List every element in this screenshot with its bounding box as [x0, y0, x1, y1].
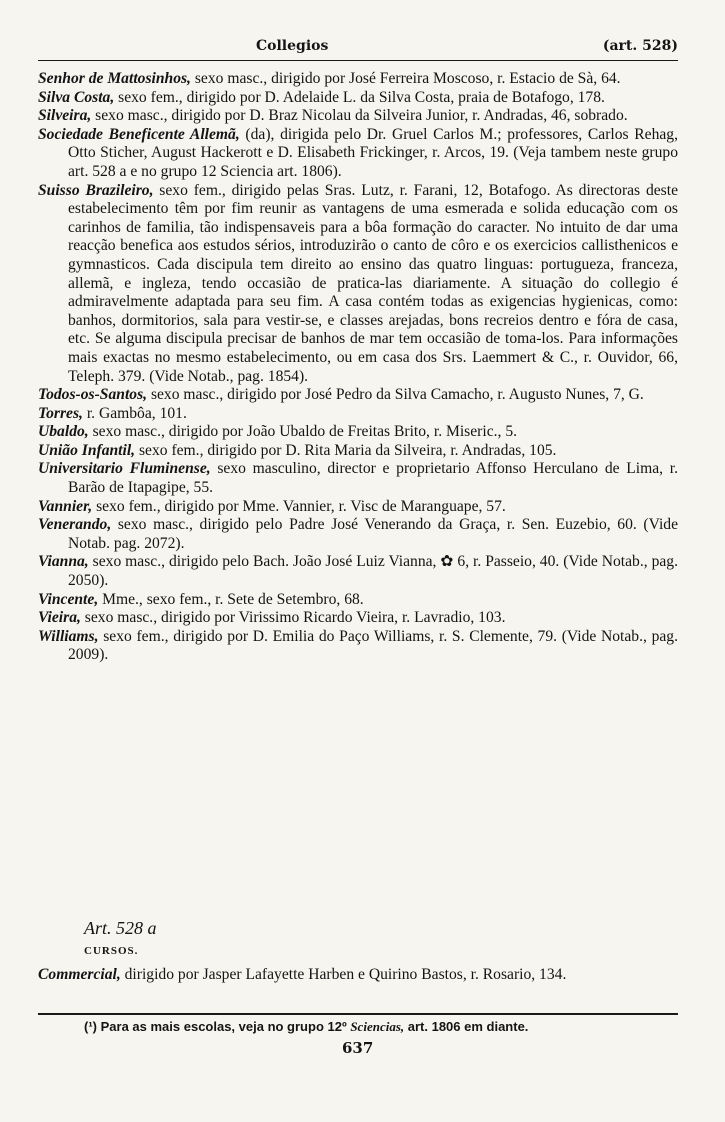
entry-text: dirigido por Jasper Lafayette Harben e Quirino Bastos, r. Rosario, 134.: [120, 966, 567, 983]
entry-text: sexo masc., dirigido pelo Bach. João José Luiz Vianna, ✿ 6, r. Passeio, 40. (Vide Notab., pag. 2050).: [68, 553, 678, 590]
entry-text: sexo masc., dirigido por José Ferreira Moscoso, r. Estacio de Sà, 64.: [190, 70, 621, 87]
list-item: [38, 405, 678, 424]
running-header: [38, 34, 678, 58]
entry-text: sexo fem., dirigido por D. Adelaide L. da Silva Costa, praia de Botafogo, 178.: [114, 88, 605, 106]
header-rule: [38, 60, 678, 61]
entry-text: sexo masc., dirigido pelo Padre José Venerando da Graça, r. Sen. Euzebio, 60. (Vide Notab. pag. 2072).: [68, 516, 678, 552]
list-item: [38, 107, 678, 126]
list-item: [38, 966, 708, 985]
list-item: [38, 386, 678, 405]
list-item: [38, 182, 678, 387]
entry-name: Silva Costa,: [38, 88, 115, 106]
entry-text: sexo masc., dirigido por D. Braz Nicolau da Silveira Junior, r. Andradas, 46, sobrado.: [91, 107, 628, 125]
list-item: [38, 553, 678, 590]
list-item: [38, 498, 678, 517]
entry-text: sexo masc., dirigido por João Ubaldo de Freitas Brito, r. Miseric., 5.: [88, 423, 518, 441]
entry-name: Senhor de Mattosinhos,: [38, 70, 191, 87]
entry-name: Silveira,: [38, 107, 92, 125]
article-heading: Art. 528 a: [84, 918, 157, 938]
entry-text: Mme., sexo fem., r. Sete de Setembro, 68.: [98, 590, 364, 608]
entry-list: [38, 70, 678, 665]
footnote-text-end: art. 1806 em diante.: [404, 1019, 529, 1034]
subsection-label: CURSOS.: [84, 945, 139, 957]
entry-text: sexo fem., dirigido por D. Rita Maria da Silveira, r. Andradas, 105.: [135, 441, 557, 459]
entry-name: Universitario Fluminense,: [38, 460, 211, 478]
entry-text: r. Gambôa, 101.: [82, 404, 187, 422]
list-item: [38, 460, 678, 497]
entry-name: Vieira,: [38, 609, 81, 627]
entry-name: Torres,: [38, 404, 83, 422]
entry-name: Commercial,: [38, 966, 121, 983]
list-item: [38, 442, 678, 461]
list-item: [38, 126, 678, 182]
list-item: [38, 628, 678, 665]
entry-text: sexo masculino, director e proprietario Affonso Herculano de Lima, r. Barão de Itapagipe, 55.: [68, 460, 678, 497]
entry-name: Todos-os-Santos,: [38, 386, 148, 404]
footnote-rule: [38, 1013, 678, 1015]
entry-text: sexo fem., dirigido por Mme. Vannier, r. Visc de Maranguape, 57.: [92, 497, 506, 515]
entry-name: Vincente,: [38, 590, 99, 608]
list-item: [38, 591, 678, 610]
section-title: Collegios: [256, 38, 329, 54]
entry-text: sexo masc., dirigido por Virissimo Ricardo Vieira, r. Lavradio, 103.: [80, 609, 506, 627]
list-item: [38, 423, 678, 442]
footnote-mark: (¹): [84, 1019, 97, 1034]
entry-text: (da), dirigida pelo Dr. Gruel Carlos M.; professores, Carlos Rehag, Otto Sticher, August Hackerott e D. Elisabeth Frickinger, r. Arcos, 19. (Veja tambem neste grupo art. 528 a e no grupo 12 Sciencia art. 1806).: [68, 125, 678, 180]
entry-text: sexo fem., dirigido por D. Emilia do Paço Williams, r. S. Clemente, 79. (Vide Notab., pag. 2009).: [68, 627, 678, 664]
list-item: [38, 516, 678, 553]
entry-name: Williams,: [38, 627, 99, 645]
article-reference: (art. 528): [602, 38, 678, 54]
entry-name: Vannier,: [38, 497, 93, 515]
entry-text: sexo fem., dirigido pelas Sras. Lutz, r. Farani, 12, Botafogo. As directoras deste estabelecimento têm por fim reunir as vantagens de uma esmerada e solida educação com os carinhos de familia, tão indispensaveis para a bôa formação do caracter. No intuito de dar uma reacção benefica aos estudos sérios, introduzirão o canto de côro e os exercicios callisthenicos e gymnasticos. Cada discipula tem direito ao ensino das quatro linguas: portugueza, franceza, allemã, e ingleza, tendo occasião de pratica-las diariamente. A situação do collegio é admiravelmente adaptada para seu fim. A casa contém todas as exigencias hygienicas, como: banhos, dormitorios, sala para vestir-se, e classes arejadas, bons recreios dentro e fóra de casa, etc. Se alguma discipula precisar de banhos de mar tem occasião de toma-los. Para informações mais exactas no mesmo estabelecimento, ou em casa dos Srs. Laemmert & C., r. Ouvidor, 66, Teleph. 379. (Vide Notab., pag. 1854).: [68, 181, 678, 385]
list-item: [38, 609, 678, 628]
entry-name: Suisso Brazileiro,: [38, 181, 154, 199]
footnote: [84, 1019, 528, 1035]
entry-name: Sociedade Beneficente Allemã,: [38, 125, 240, 143]
footnote-italic: Sciencias,: [350, 1019, 405, 1034]
list-item: [38, 70, 678, 89]
page-number: 637: [342, 1039, 374, 1057]
entry-text: sexo masc., dirigido por José Pedro da Silva Camacho, r. Augusto Nunes, 7, G.: [147, 386, 644, 404]
list-item: [38, 89, 678, 108]
entry-name: União Infantil,: [38, 441, 136, 459]
entry-name: Vianna,: [38, 553, 89, 571]
entry-name: Ubaldo,: [38, 423, 89, 441]
footnote-text: Para as mais escolas, veja no grupo 12º: [97, 1019, 351, 1034]
entry-name: Venerando,: [38, 516, 112, 534]
